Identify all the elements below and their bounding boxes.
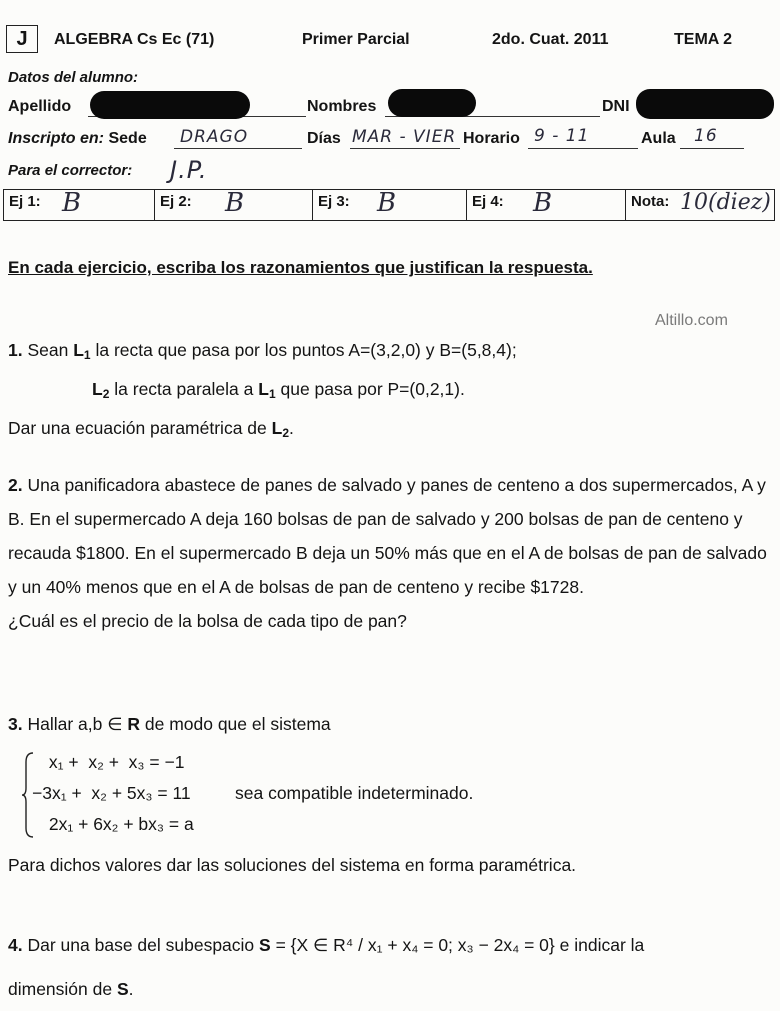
corrector-label: Para el corrector: xyxy=(8,162,133,179)
horario-label: Horario xyxy=(463,130,520,147)
grade-label: Nota: xyxy=(631,193,670,210)
horario-line xyxy=(528,148,638,149)
grade-label: Ej 1: xyxy=(9,193,41,210)
apellido-label: Apellido xyxy=(8,98,72,115)
exercise-2 xyxy=(8,468,776,638)
ex4-line1: 4. Dar una base del subespacio S = {X ∈ R⁴ / x₁ + x₄ = 0; x₃ − 2x₄ = 0} e indicar la xyxy=(8,935,645,955)
instruction: En cada ejercicio, escriba los razonamientos que justifican la respuesta. xyxy=(8,258,593,277)
grade-value: B xyxy=(377,188,397,218)
dias-value: MAR - VIER xyxy=(352,127,457,147)
nombres-label: Nombres xyxy=(307,98,377,115)
equation-2: −3x₁ + x₂ + 5x₃ = 11 xyxy=(32,783,191,803)
sede-label: Sede xyxy=(108,130,147,147)
exercise-3-intro: 3. Hallar a,b ∈ R de modo que el sistema xyxy=(8,714,331,734)
grade-cell-nota xyxy=(626,190,774,220)
sede-value: DRAGO xyxy=(180,127,249,147)
system-note: sea compatible indeterminado. xyxy=(235,783,474,803)
nombres-redaction xyxy=(388,89,476,117)
dias-line xyxy=(350,148,460,149)
grade-value: B xyxy=(225,188,245,218)
term: 2do. Cuat. 2011 xyxy=(492,31,609,48)
sede-line xyxy=(174,148,302,149)
ex4-line2: dimensión de S. xyxy=(8,979,134,999)
ex2-text: 2. Una panificadora abastece de panes de salvado y panes de centeno a dos supermercados, A y B. En el supermercado A deja 160 bolsas de pan de salvado y 200 bolsas de pan de centeno y recauda $1800. En el supermercado B deja un 50% más que en el A de bolsas de pan de salvado y un 40% menos que en el A de bolsas de pan de centeno y recibe $1728. xyxy=(8,475,767,597)
dni-label: DNI xyxy=(602,98,630,115)
grade-value: 10(diez) xyxy=(680,190,771,215)
grade-label: Ej 4: xyxy=(472,193,504,210)
aula-line xyxy=(680,148,744,149)
exercise-1 xyxy=(8,333,768,450)
dias-label: Días xyxy=(307,130,341,147)
grade-label: Ej 2: xyxy=(160,193,192,210)
corrector-initials: J.P. xyxy=(170,156,208,184)
exam-name: Primer Parcial xyxy=(302,31,410,48)
ex2-question: ¿Cuál es el precio de la bolsa de cada tipo de pan? xyxy=(8,611,407,631)
topic: TEMA 2 xyxy=(674,31,733,48)
grade-cell-ej1 xyxy=(4,190,155,220)
aula-value: 16 xyxy=(694,126,718,146)
ex1-line1: 1. Sean $L_1$ la recta que pasa por los puntos A=(3,2,0) y B=(5,8,4); xyxy=(8,340,517,362)
inscripto-label: Inscripto en: xyxy=(8,130,105,147)
grade-cell-ej3 xyxy=(313,190,467,220)
exercise-3-after: Para dichos valores dar las soluciones del sistema en forma paramétrica. xyxy=(8,855,577,875)
grade-cell-ej4 xyxy=(467,190,626,220)
grades-table xyxy=(3,189,775,221)
tema-letter-box: J xyxy=(6,25,38,53)
grade-label: Ej 3: xyxy=(318,193,350,210)
grade-cell-ej2 xyxy=(155,190,313,220)
course-name: ALGEBRA Cs Ec (71) xyxy=(54,31,215,48)
watermark: Altillo.com xyxy=(655,312,728,329)
grade-value: B xyxy=(62,188,82,218)
inscripto-row xyxy=(8,130,147,148)
horario-value: 9 - 11 xyxy=(534,126,590,146)
apellido-redaction xyxy=(90,91,250,119)
aula-label: Aula xyxy=(641,130,676,147)
student-section-label: Datos del alumno: xyxy=(8,69,139,86)
exercise-4 xyxy=(8,923,776,1011)
equation-1: x₁ + x₂ + x₃ = −1 xyxy=(44,752,185,772)
ex1-line3: Dar una ecuación paramétrica de $L_2$. xyxy=(8,418,294,440)
grade-value: B xyxy=(533,188,553,218)
equation-3: 2x₁ + 6x₂ + bx₃ = a xyxy=(44,814,194,834)
dni-redaction xyxy=(636,89,774,119)
ex1-line2: $L_2$ la recta paralela a $L_1$ que pasa por P=(0,2,1). xyxy=(92,379,465,401)
